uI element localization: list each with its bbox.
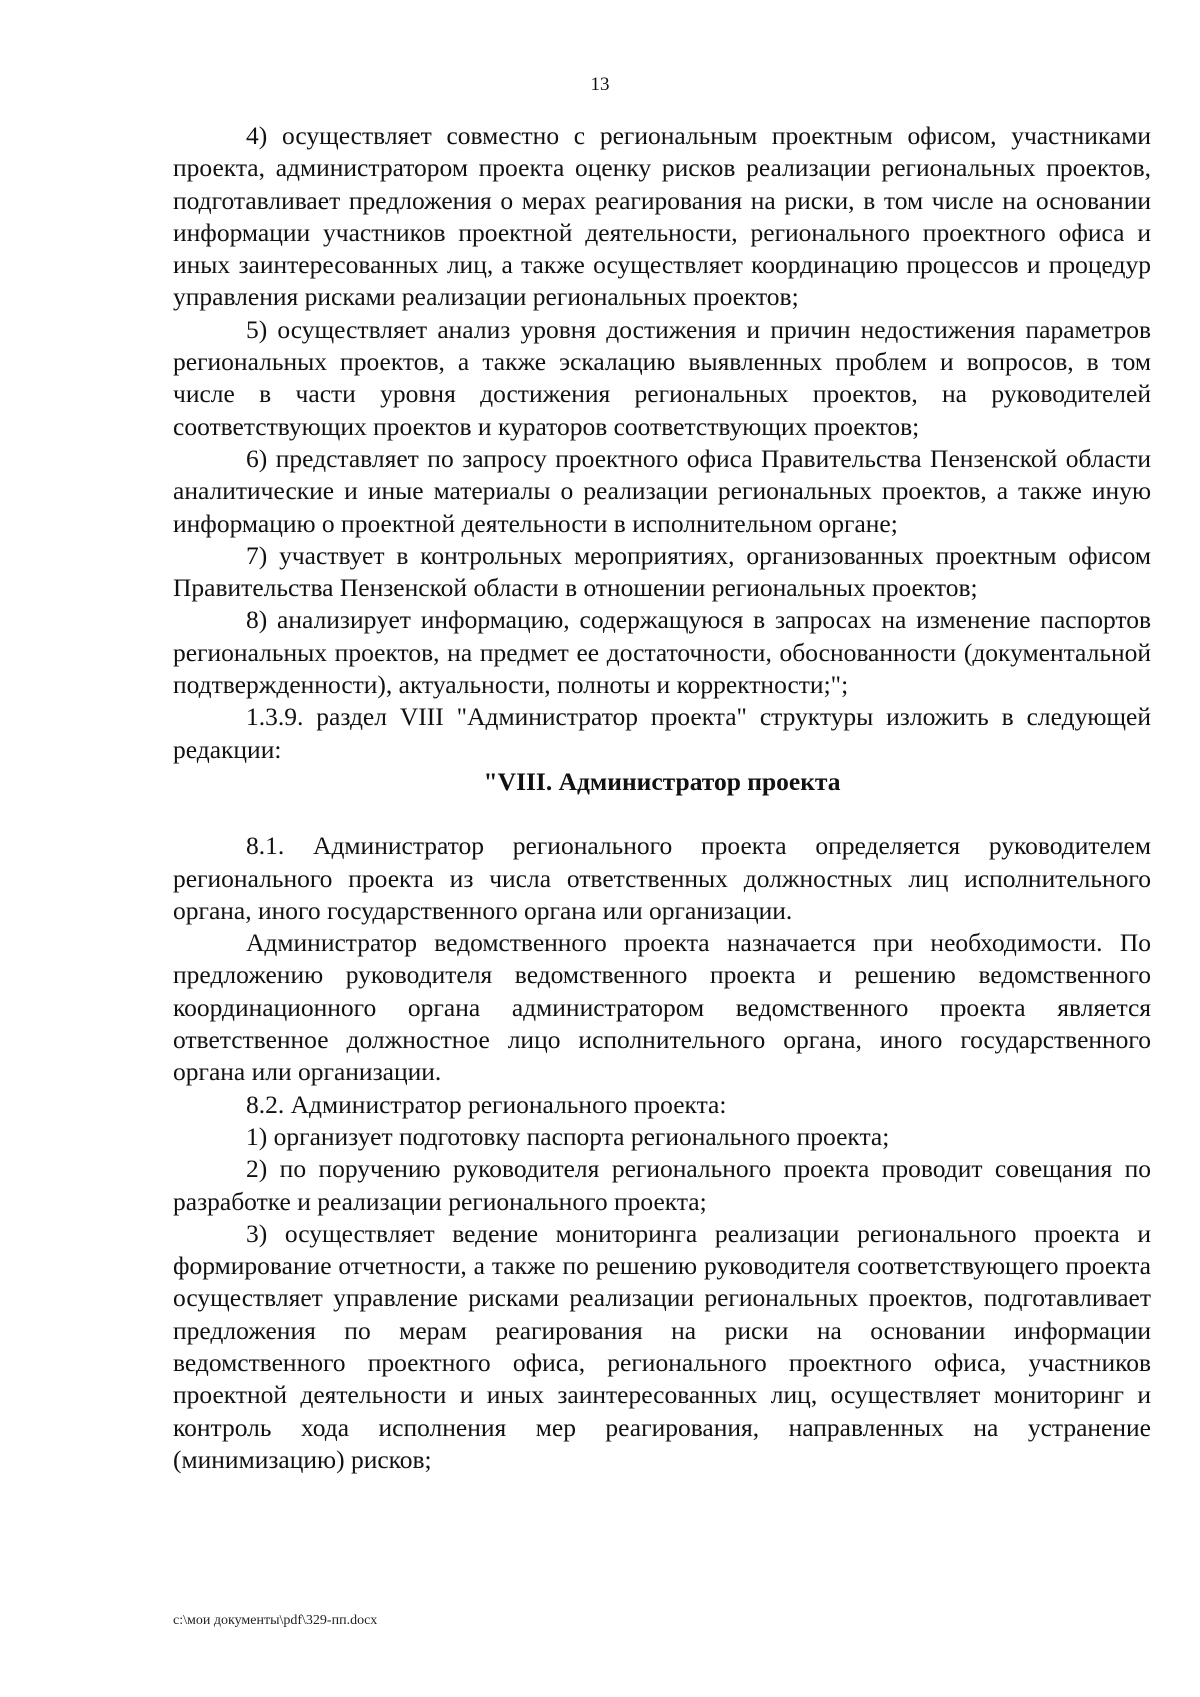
paragraph-item-6: 6) представляет по запросу проектного офиса Правительства Пензенской области аналитические и иные материалы о реализации региональных проектов, а также иную информацию о проектной деятельности в исполнительном органе; <box>173 443 1151 538</box>
paragraph-item-8: 8) анализирует информацию, содержащуюся в запросах на изменение паспортов региональных проектов, на предмет ее достаточности, обоснованности (документальной подтвержденности), актуальности, полноты и корректности;"; <box>173 605 1151 700</box>
section-heading: "VIII. Администратор проекта <box>483 766 841 796</box>
paragraph-1-3-9: 1.3.9. раздел VIII "Администратор проекта" структуры изложить в следующей редакции: <box>173 702 1151 764</box>
paragraph-item-4: 4) осуществляет совместно с региональным проектным офисом, участниками проекта, администратором проекта оценку рисков реализации региональных проектов, подготавливает предложения о мерах реагирования на риски, в том числе на основании информации участников проектной деятельности, регионального проектного офиса и иных заинтересованных лиц, а также осуществляет координацию процессов и процедур управления рисками реализации региональных проектов; <box>173 121 1151 312</box>
page-number: 13 <box>590 74 610 95</box>
paragraph-8-2-item-3: 3) осуществляет ведение мониторинга реализации регионального проекта и формирование отчетности, а также по решению руководителя соответствующего проекта осуществляет управление рисками реализации региональных проектов, подготавливает предложения по мерам реагирования на риски на основании информации ведомственного проектного офиса, регионального проектного офиса, участников проектной деятельности и иных заинтересованных лиц, осуществляет мониторинг и контроль хода исполнения мер реагирования, направленных на устранение (минимизацию) рисков; <box>173 1218 1151 1474</box>
paragraph-8-2-item-2: 2) по поручению руководителя регионального проекта проводит совещания по разработке и реализации регионального проекта; <box>173 1154 1151 1216</box>
paragraph-8-2: 8.2. Администратор регионального проекта: <box>246 1089 727 1119</box>
paragraph-item-5: 5) осуществляет анализ уровня достижения и причин недостижения параметров региональных проектов, а также эскалацию выявленных проблем и вопросов, в том числе в части уровня достижения региональных проектов, на руководителей соответствующих проектов и кураторов соответствующих проектов; <box>173 314 1151 441</box>
document-body <box>173 120 1151 1476</box>
paragraph-8-1: 8.1. Администратор регионального проекта определяется руководителем регионального проекта из числа ответственных должностных лиц исполнительного органа, иного государственного органа или организации. <box>173 831 1151 925</box>
footer-file-path: c:\мои документы\pdf\329-пп.docx <box>173 1613 378 1628</box>
paragraph-admin-vedomstv: Администратор ведомственного проекта назначается при необходимости. По предложению руководителя ведомственного проекта и решению ведомственного координационного органа администратором ведомственного проекта является ответственное должностное лицо исполнительного органа, иного государственного органа или организации. <box>173 928 1151 1087</box>
paragraph-item-7: 7) участвует в контрольных мероприятиях, организованных проектным офисом Правительства Пензенской области в отношении региональных проектов; <box>173 540 1151 603</box>
paragraph-8-2-item-1: 1) организует подготовку паспорта регионального проекта; <box>246 1121 890 1151</box>
